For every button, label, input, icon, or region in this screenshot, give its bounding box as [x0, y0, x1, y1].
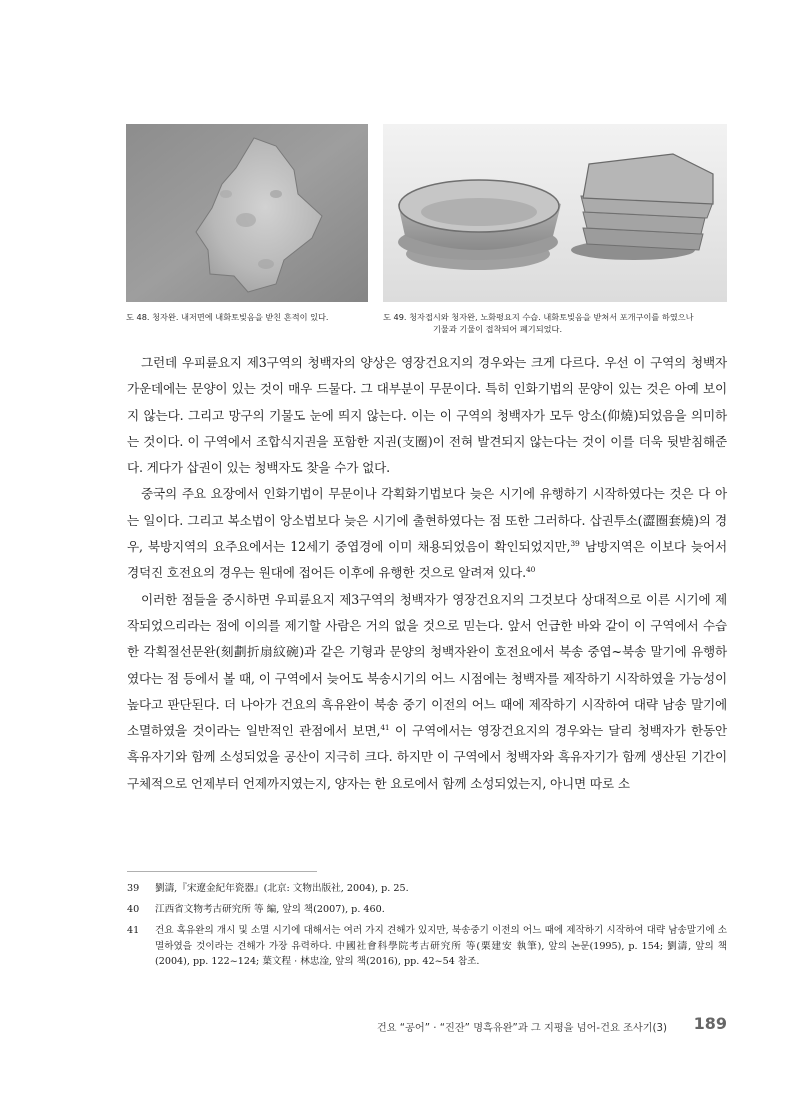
paragraph-3-text-cont: 이 구역에서는 영장건요지의 경우와는 달리 청백자가 한동안 흑유자기와 함께 소성되었을 공산이 지극히 크다. 하지만 이 구역에서 청백자와 흑유자기가 함께 생산된 기간이 구체적으로 언제부터 언제까지였는지, 양자는 한 요로에서 함께 소성되었는지, 아니면 따로 소	[127, 723, 727, 791]
footnote-text: 건요 흑유완의 개시 및 소멸 시기에 대해서는 여러 가지 견해가 있지만, 북송중기 이전의 어느 때에 제작하기 시작하여 대략 남송말기에 소멸하였을 것이라는 견해가 가장 유력하다. 中國社會科學院考古研究所 等(栗建安 執筆), 앞의 논문(1995), p. 154; 劉濤, 앞의 책(2004), pp. 122~124; 葉文程 · 林忠淦, 앞의 책(2016), pp. 42~54 참조.	[155, 925, 727, 967]
paragraph-1-text: 그런데 우피륜요지 제3구역의 청백자의 양상은 영장건요지의 경우와는 크게 다르다. 우선 이 구역의 청백자 가운데에는 문양이 있는 것이 매우 드물다. 그 대부분이 무문이다. 특히 인화기법의 문양이 있는 것은 아예 보이지 않는다. 그리고 망구의 기물도 눈에 띄지 않는다. 이는 이 구역의 청백자가 모두 앙소(仰燒)되었음을 의미하는 것이다. 이 구역에서 조합식지권을 포함한 지권(支圈)이 전혀 발견되지 않는다는 것이 이를 더욱 뒷받침해준다. 게다가 삽권이 있는 청백자도 찾을 수가 없다.	[127, 355, 727, 476]
paragraph-1	[127, 350, 727, 481]
paragraph-2	[127, 481, 727, 586]
body-text	[127, 350, 727, 797]
footnote-ref-39[interactable]: 39	[570, 538, 580, 548]
figure-48-caption	[126, 311, 329, 323]
figure-49-caption	[383, 311, 694, 335]
footnote-ref-40[interactable]: 40	[526, 565, 536, 575]
figure-48-caption-text: 도 48. 청자완. 내저면에 내화토빚음을 받친 흔적이 있다.	[126, 312, 329, 322]
figure-49-photo	[383, 124, 727, 302]
running-head: 건요 “공어” · “진잔” 명흑유완”과 그 지평을 넘어-건요 조사기(3)	[376, 1023, 667, 1034]
page-number: 189	[693, 1014, 727, 1033]
paragraph-2-text-cont: 남방지역은 이보다 늦어서 경덕진 호전요의 경우는 원대에 접어든 이후에 유행한 것으로 알려져 있다.	[127, 539, 728, 581]
paragraph-3	[127, 587, 727, 797]
figure-49-caption-line1: 도 49. 청자접시와 청자완, 노화평요지 수습. 내화토빚음을 받쳐서 포개구이를 하였으나	[383, 312, 694, 322]
footnote-40	[127, 902, 727, 917]
footnote-39	[127, 881, 727, 896]
footnote-number: 41	[127, 925, 140, 937]
footnotes	[127, 881, 727, 975]
paragraph-3-text: 이러한 점들을 중시하면 우피륜요지 제3구역의 청백자가 영장건요지의 그것보다 상대적으로 이른 시기에 제작되었으리라는 점에 이의를 제기할 사람은 거의 없을 것으로 믿는다. 앞서 언급한 바와 같이 이 구역에서 수습한 각획절선문완(刻劃折扇紋碗)과 같은 기형과 문양의 청백자완이 호전요에서 북송 중엽~북송 말기에 유행하였다는 점 등에서 볼 때, 이 구역에서 늦어도 북송시기의 어느 시점에는 청백자를 제작하기 시작하였을 가능성이 높다고 판단된다. 더 나아가 건요의 흑유완이 북송 중기 이전의 어느 때에 제작하기 시작하여 대략 남송 말기에 소멸하였을 것이라는 일반적인 관점에서 보면,	[127, 591, 727, 739]
footnote-text: 江西省文物考古研究所 等 編, 앞의 책(2007), p. 460.	[155, 904, 385, 916]
footnote-41	[127, 923, 727, 969]
footnote-text: 劉濤,『宋遼金紀年瓷器』(北京: 文物出版社, 2004), p. 25.	[155, 883, 409, 894]
footnote-ref-41[interactable]: 41	[380, 722, 390, 732]
paragraph-2-text: 중국의 주요 요장에서 인화기법이 무문이나 각획화기법보다 늦은 시기에 유행하기 시작하였다는 것은 다 아는 일이다. 그리고 복소법이 앙소법보다 늦은 시기에 출현하였다는 점 또한 그러하다. 삽권투소(澀圈套燒)의 경우, 북방지역의 요주요에서는 12세기 중엽경에 이미 채용되었음이 확인되었지만,	[127, 486, 727, 555]
figure-49-caption-line2: 기물과 기물이 접착되어 폐기되었다.	[433, 324, 563, 334]
figure-48-photo	[126, 124, 368, 302]
footnote-number: 40	[127, 904, 140, 916]
footnote-number: 39	[127, 883, 140, 894]
footnote-divider	[127, 871, 317, 872]
